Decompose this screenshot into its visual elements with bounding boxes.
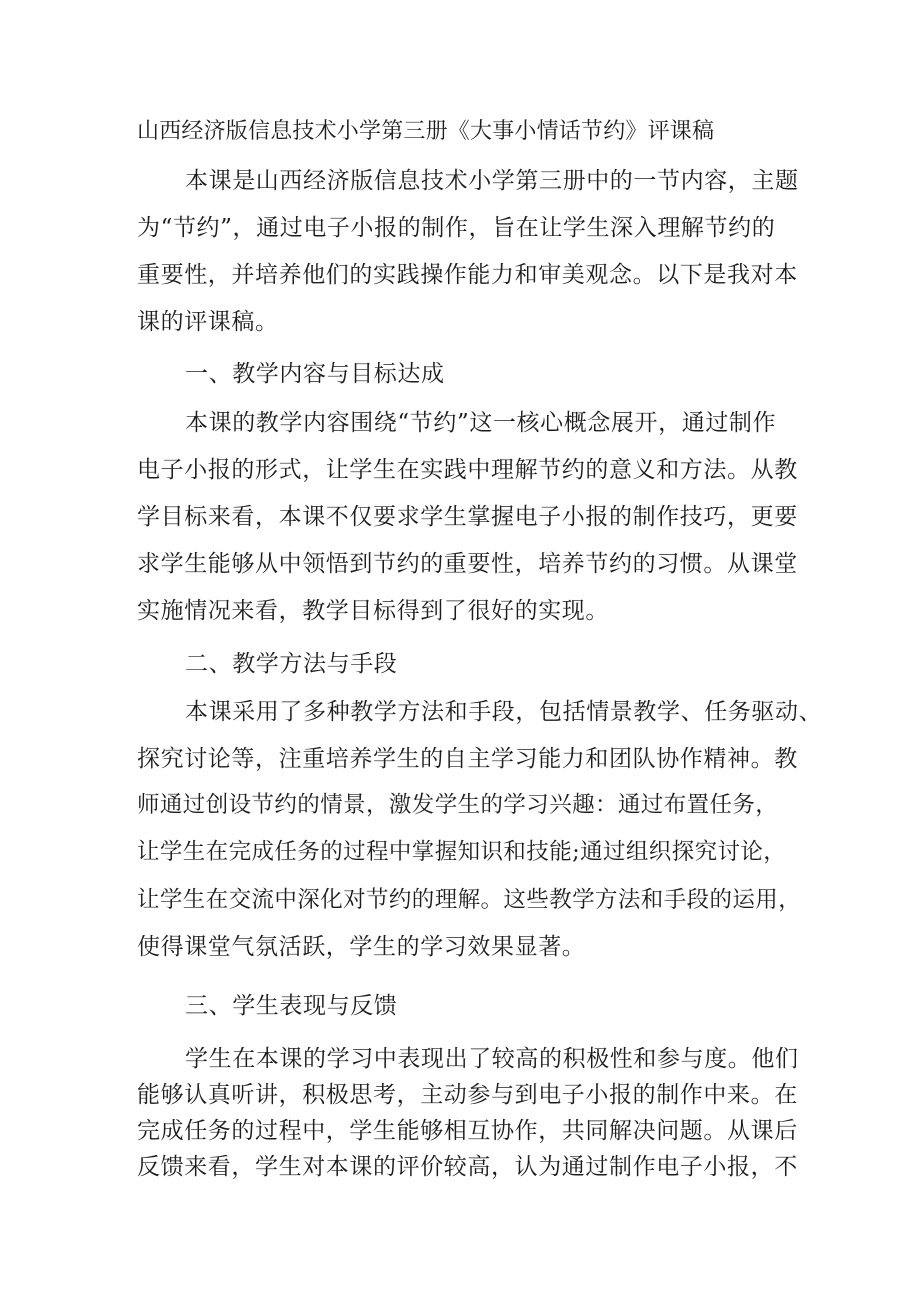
section-2-line-1: 本课采用了多种教学方法和手段，包括情景教学、任务驱动、 — [185, 699, 823, 725]
section-1-line-3: 学目标来看，本课不仅要求学生掌握电子小报的制作技巧，更要 — [137, 504, 798, 530]
section-2-line-6: 使得课堂气氛活跃，学生的学习效果显著。 — [137, 934, 586, 960]
intro-line-2: 为“节约”，通过电子小报的制作，旨在让学生深入理解节约的 — [137, 215, 776, 241]
section-3-line-3: 完成任务的过程中，学生能够相互协作，共同解决问题。从课后 — [137, 1118, 798, 1144]
section-1-line-5: 实施情况来看，教学目标得到了很好的实现。 — [137, 598, 609, 624]
section-3-line-4: 反馈来看，学生对本课的评价较高，认为通过制作电子小报，不 — [137, 1154, 798, 1180]
section-2-line-4: 让学生在完成任务的过程中掌握知识和技能;通过组织探究讨论， — [137, 839, 787, 865]
section-3-line-1: 学生在本课的学习中表现出了较高的积极性和参与度。他们 — [185, 1046, 799, 1072]
section-1-heading: 一、教学内容与目标达成 — [185, 361, 445, 387]
section-1-line-2: 电子小报的形式，让学生在实践中理解节约的意义和方法。从教 — [137, 457, 798, 483]
section-2-line-3: 师通过创设节约的情景，激发学生的学习兴趣：通过布置任务， — [137, 792, 779, 818]
section-3-heading: 三、学生表现与反馈 — [185, 993, 398, 1019]
section-1-line-1: 本课的教学内容围绕“节约”这一核心概念展开，通过制作 — [185, 410, 777, 436]
section-1-line-4: 求学生能够从中领悟到节约的重要性，培养节约的习惯。从课堂 — [137, 551, 798, 577]
document-title: 山西经济版信息技术小学第三册《大事小情话节约》评课稿 — [137, 119, 715, 144]
intro-line-3: 重要性，并培养他们的实践操作能力和审美观念。以下是我对本 — [137, 262, 798, 288]
section-3-line-2: 能够认真听讲，积极思考，主动参与到电子小报的制作中来。在 — [137, 1082, 798, 1108]
intro-line-1: 本课是山西经济版信息技术小学第三册中的一节内容，主题 — [185, 168, 799, 194]
section-2-line-2: 探究讨论等，注重培养学生的自主学习能力和团队协作精神。教 — [137, 746, 798, 772]
section-2-line-5: 让学生在交流中深化对节约的理解。这些教学方法和手段的运用， — [137, 887, 802, 913]
intro-line-4: 课的评课稿。 — [137, 309, 279, 335]
section-2-heading: 二、教学方法与手段 — [185, 651, 398, 677]
